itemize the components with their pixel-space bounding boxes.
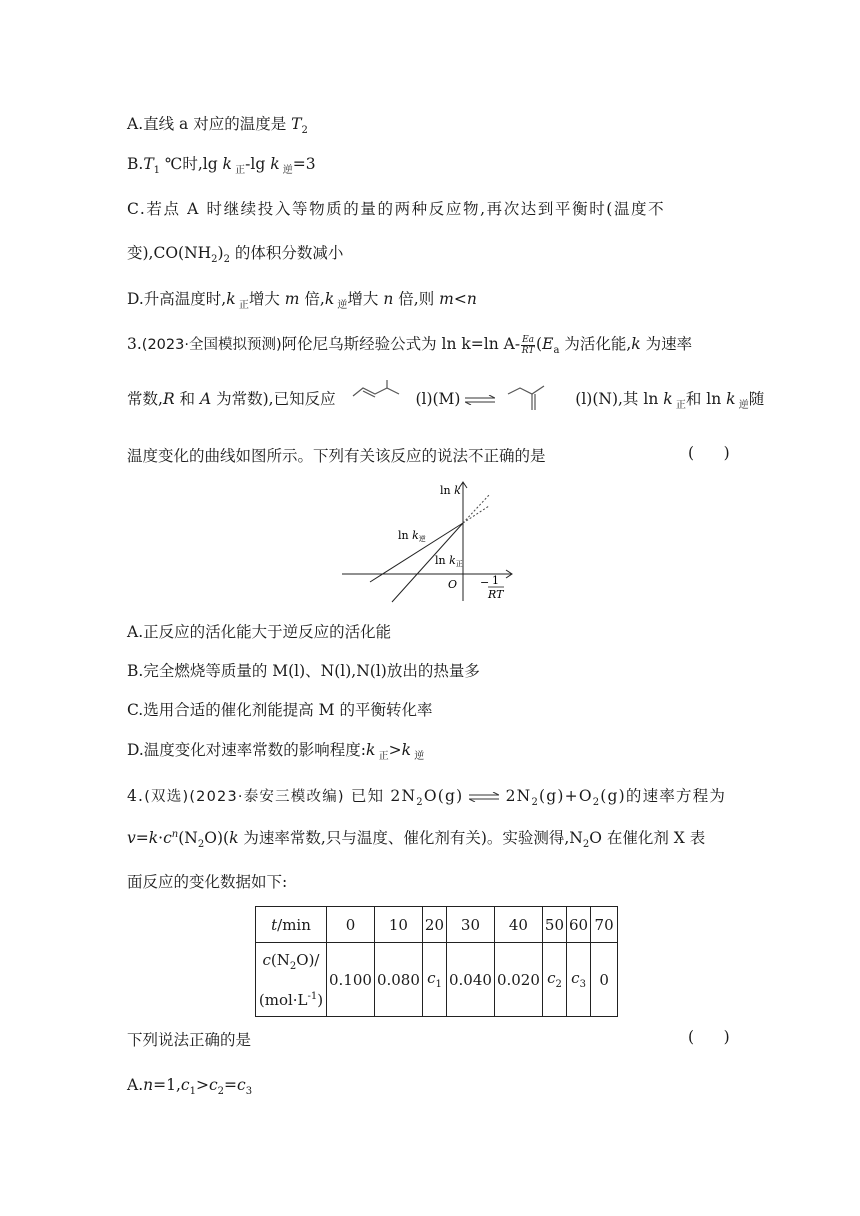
- table-header-cell: $c(N_2O)/$ $(mol\cdot L^{-1})$: [256, 943, 327, 1017]
- series-ext-forward: [463, 494, 490, 523]
- table-cell: 30: [447, 907, 495, 943]
- table-cell: 10: [374, 907, 422, 943]
- molecule-n-structure: [500, 380, 570, 420]
- table-cell: 50: [542, 907, 566, 943]
- q3-line1: 3.(2023·全国模拟预测)阿伦尼乌斯经验公式为 ln k=ln A- $\frac{Ea}{RT}$ ($E_a$ 为活化能,k 为速率: [127, 334, 693, 357]
- series-label-forward: ln k正: [435, 554, 463, 568]
- equilibrium-arrow-icon: [465, 395, 495, 405]
- q4-answer-blank[interactable]: ( ): [688, 1028, 730, 1046]
- q2-option-c-line1: C.若点 A 时继续投入等物质的量的两种反应物,再次达到平衡时(温度不: [127, 200, 666, 218]
- table-row: [256, 907, 618, 943]
- q4-option-a: $A.n=1,c_1>c_2=c_3$: [127, 1076, 253, 1098]
- table-cell: 70: [591, 907, 618, 943]
- x-axis-label-frac-num: 1: [492, 574, 499, 587]
- table-cell: 40: [494, 907, 542, 943]
- equilibrium-arrow-icon: [469, 792, 499, 802]
- table-cell: 0: [591, 943, 618, 1017]
- q3-option-a: A.正反应的活化能大于逆反应的活化能: [127, 623, 392, 641]
- molecule-m-structure: [341, 380, 411, 420]
- q2-option-c-line2: 变)$,CO(NH_2)_2$ 的体积分数减小: [127, 244, 344, 266]
- series-ext-reverse: [463, 506, 489, 523]
- q3-line2: 常数,R 和 A 为常数),已知反应 (l)(M) (l)(N),其 ln k $_正$和 ln k $_逆$随: [127, 380, 764, 420]
- origin-label: O: [448, 578, 458, 591]
- q4-source: (2023·泰安三模改编): [189, 789, 345, 805]
- q3-option-b: B.完全燃烧等质量的 M(l)、N(l),N(l)放出的热量多: [127, 662, 480, 680]
- table-cell: 0.100: [327, 943, 375, 1017]
- n2o-concentration-table: [255, 906, 618, 1017]
- series-label-reverse: ln k逆: [398, 529, 426, 543]
- q3-line3: 温度变化的曲线如图所示。下列有关该反应的说法不正确的是: [127, 447, 546, 465]
- table-header-cell: t/min: [256, 907, 327, 943]
- q4-line2: $v=k\cdot c^n(N_2O)(k$ 为速率常数,只与温度、催化剂有关)。实验测得$,N_2O$ 在催化剂 X 表: [127, 828, 706, 851]
- table-cell: $c_2$: [542, 943, 566, 1017]
- q3-answer-blank[interactable]: ( ): [688, 444, 730, 462]
- table-cell: 0.040: [447, 943, 495, 1017]
- table-row: [256, 943, 618, 1017]
- q4-tag: (双选): [144, 789, 190, 805]
- table-cell: 0.020: [494, 943, 542, 1017]
- q3-number: 3.: [127, 335, 142, 353]
- q4-prompt: 下列说法正确的是: [127, 1031, 252, 1049]
- table-cell: $c_1$: [422, 943, 446, 1017]
- q4-line1: 4.(双选)(2023·泰安三模改编) 已知 $2N_2O(g)$ $2N_2(g)+O_2(g)$的速率方程为: [127, 787, 727, 809]
- x-axis-label-num: −: [480, 576, 490, 589]
- q2-option-d: D.升高温度时,k $_正$增大 m 倍,k $_逆$增大 n 倍,则 m<n: [127, 290, 477, 312]
- activation-energy-fraction: $\frac{Ea}{RT}$: [521, 334, 535, 356]
- q3-formula-text: 阿伦尼乌斯经验公式为 ln k=ln A-: [281, 335, 521, 353]
- q4-line3: 面反应的变化数据如下:: [127, 873, 288, 891]
- ln-k-vs-temperature-chart: [342, 478, 522, 606]
- x-axis-label-frac-den: RT: [488, 588, 504, 601]
- table-cell: 0: [327, 907, 375, 943]
- table-cell: 20: [422, 907, 446, 943]
- q2-option-b: $B.T_1$ ℃时,lg k $_正$-lg k $_逆$=3: [127, 155, 316, 177]
- y-axis-label: ln k: [440, 484, 461, 497]
- q2-option-a: A.直线 a 对应的温度是 $T_2$: [127, 115, 308, 137]
- q3-option-c: C.选用合适的催化剂能提高 M 的平衡转化率: [127, 701, 433, 719]
- table-cell: 60: [567, 907, 591, 943]
- q3-source: (2023·全国模拟预测): [141, 337, 282, 353]
- table-cell: 0.080: [374, 943, 422, 1017]
- q3-option-d: D.温度变化对速率常数的影响程度:k $_正$>k $_逆$: [127, 741, 425, 763]
- table-cell: $c_3$: [567, 943, 591, 1017]
